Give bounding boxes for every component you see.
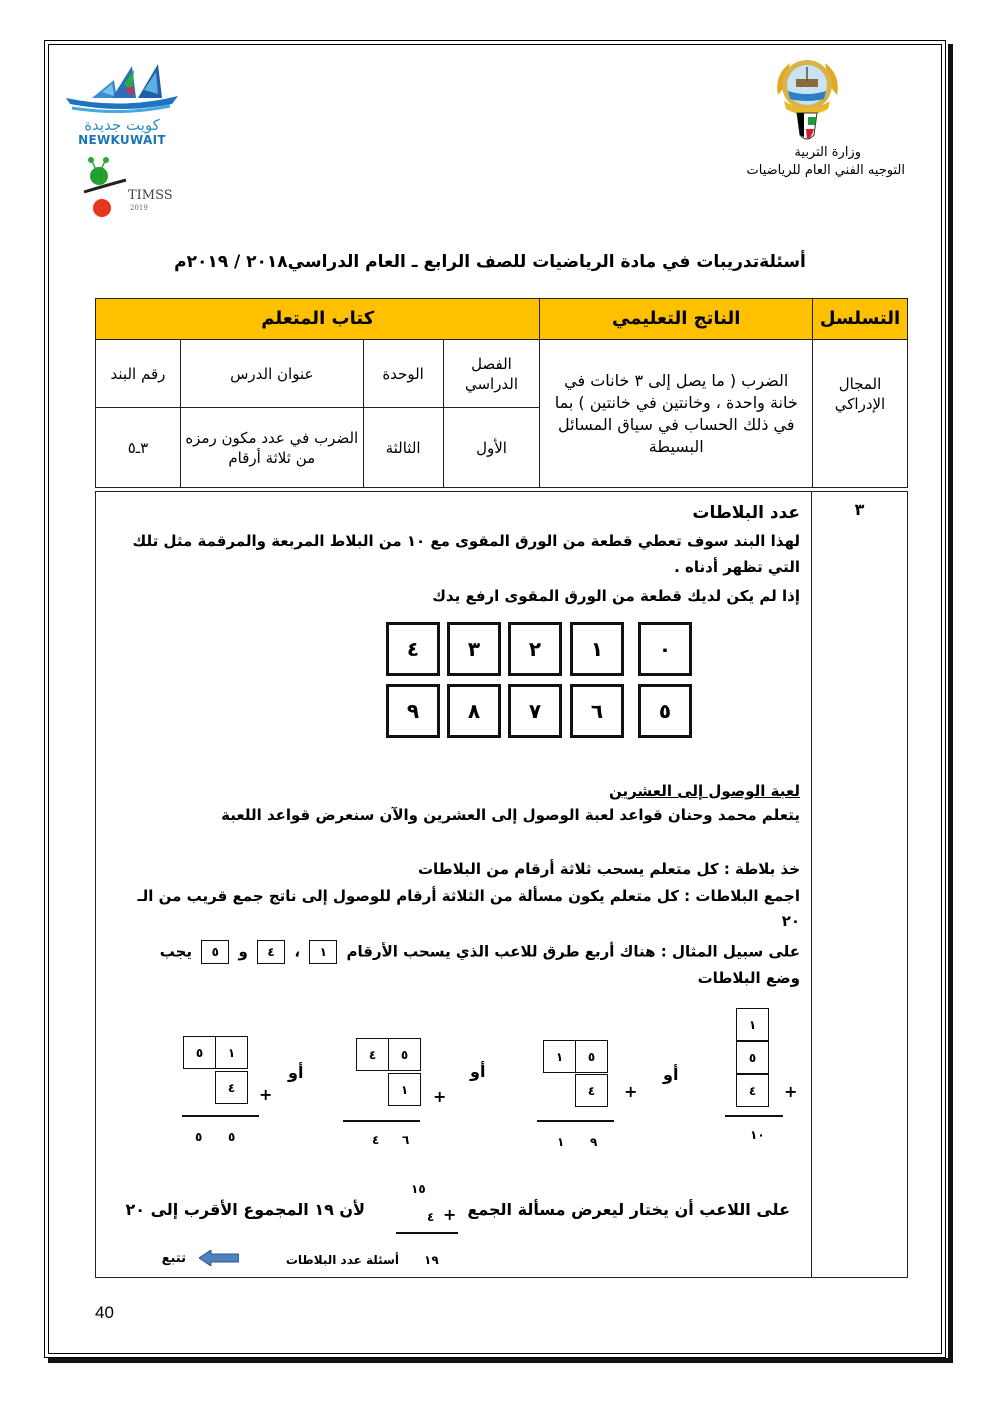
- or-label: أو: [663, 1065, 679, 1084]
- example-text: يجب: [159, 942, 193, 961]
- or-label: أو: [470, 1062, 486, 1081]
- tile-cell: ١: [388, 1073, 421, 1106]
- domain-value: المجال الإدراكي: [834, 375, 886, 413]
- sum-digit: ٤: [372, 1133, 380, 1147]
- header-sequence: التسلسل: [813, 299, 908, 340]
- lesson-info-table: [95, 298, 908, 488]
- tile-cell: ٥: [736, 1041, 769, 1074]
- unit-header: الوحدة: [363, 340, 443, 408]
- number-tile: ٩: [386, 684, 440, 738]
- page-shadow: [48, 1358, 953, 1363]
- sum-digit: ١: [557, 1135, 565, 1149]
- tile-cell: ٤: [215, 1071, 248, 1104]
- header-student-book: كتاب المتعلم: [96, 299, 540, 340]
- tile-cell: ١: [215, 1036, 248, 1069]
- sum-digit: ٦: [402, 1133, 410, 1147]
- rule-add-tiles-end: ٢٠: [781, 912, 800, 930]
- number-tile: ٣: [447, 622, 501, 676]
- and-word: و: [238, 942, 248, 961]
- page-shadow: [948, 44, 953, 1362]
- header-learning-outcome: الناتج التعليمي: [540, 299, 813, 340]
- conclusion-text: على اللاعب أن يختار ليعرض مسألة الجمع: [467, 1200, 790, 1219]
- number-tile: ٢: [508, 622, 562, 676]
- sum-line: [725, 1115, 783, 1117]
- newkuwait-english-text: NEWKUWAIT: [78, 133, 166, 147]
- ministry-name: وزارة التربية: [794, 145, 861, 160]
- conclusion-text: لأن ١٩ المجموع الأقرب إلى ٢٠: [125, 1200, 365, 1219]
- rule-add-tiles: اجمع البلاطات : كل متعلم يكون مسألة من الثلاثة أرقام للوصول إلى ناتج جمع قريب من الـ: [137, 887, 800, 905]
- outcome-cell: [540, 340, 813, 488]
- plus-sign: +: [624, 1082, 638, 1101]
- plus-sign: +: [433, 1087, 447, 1106]
- number-tile: ١: [570, 622, 624, 676]
- section-title: عدد البلاطات: [692, 503, 800, 523]
- tile-cell: ٥: [575, 1040, 608, 1073]
- conclusion-addend: ١٥: [411, 1182, 426, 1196]
- example-text: على سبيل المثال : هناك أربع طرق للاعب الذي يسحب الأرقام: [346, 942, 800, 961]
- conclusion-addend: ٤: [427, 1210, 435, 1224]
- rule-take-tile: خذ بلاطة : كل متعلم يسحب ثلاثة أرقام من البلاطات: [417, 860, 800, 878]
- tile-cell: ٥: [388, 1038, 421, 1071]
- tile-cell: ٤: [736, 1074, 769, 1107]
- tile-cell: ٤: [356, 1038, 389, 1071]
- ministry-header: [645, 144, 905, 180]
- item-number-header: رقم البند: [96, 340, 181, 408]
- semester-header: الفصل الدراسي: [443, 340, 540, 408]
- sum-result: ١٠: [750, 1128, 765, 1142]
- digit-box: ٥: [201, 940, 229, 964]
- example-text: وضع البلاطات: [697, 969, 800, 987]
- game-intro: يتعلم محمد وحنان قواعد لعبة الوصول إلى العشرين والآن سنعرض قواعد اللعبة: [221, 806, 800, 824]
- sum-line: [396, 1232, 458, 1234]
- plus-sign: +: [443, 1205, 457, 1224]
- number-tile: ٤: [386, 622, 440, 676]
- timss-label: TIMSS: [128, 188, 173, 203]
- unit-value: الثالثة: [363, 408, 443, 488]
- number-tile: ٥: [638, 684, 692, 738]
- page-number: 40: [95, 1303, 114, 1322]
- timss-logo: [80, 152, 180, 222]
- game-title: لعبة الوصول إلى العشرين: [609, 782, 800, 800]
- sum-line: [343, 1120, 420, 1122]
- lesson-title-header: عنوان الدرس: [180, 340, 363, 408]
- kuwait-emblem-icon: [770, 55, 845, 145]
- sum-line: [537, 1120, 614, 1122]
- timss-mascot-icon: [80, 152, 128, 222]
- number-tile: ٠: [638, 622, 692, 676]
- digit-box: ٤: [257, 940, 285, 964]
- timss-year: 2019: [130, 204, 148, 212]
- semester-value: الأول: [443, 408, 540, 488]
- sum-digit: ٩: [590, 1135, 598, 1149]
- digit-box: ١: [309, 940, 337, 964]
- tile-cell: ١: [543, 1040, 576, 1073]
- newkuwait-logo: [62, 60, 180, 150]
- domain-cell: [813, 340, 908, 488]
- lesson-title-value: الضرب في عدد مكون رمزه من ثلاثة أرقام: [180, 408, 363, 488]
- conclusion-result: ١٩: [424, 1253, 439, 1267]
- sum-line: [182, 1115, 259, 1117]
- number-tile: ٨: [447, 684, 501, 738]
- arrow-left-icon: [199, 1250, 239, 1266]
- newkuwait-arabic-text: كويت جديدة: [84, 116, 160, 134]
- page-title: أسئلةتدريبات في مادة الرياضيات للصف الرابع ـ العام الدراسي٢٠١٨ / ٢٠١٩م: [174, 252, 806, 272]
- tile-cell: ١: [736, 1008, 769, 1041]
- continue-label: أسئلة عدد البلاطات: [285, 1253, 399, 1267]
- continue-word: تتبع: [161, 1251, 186, 1266]
- kuwait-emblem: [770, 55, 845, 145]
- sequence-number: ٣: [854, 500, 865, 519]
- intro-text: إذا لم يكن لديك قطعة من الورق المقوى ارفع يدك: [432, 587, 800, 605]
- sailboat-icon: [62, 60, 180, 116]
- plus-sign: +: [259, 1085, 273, 1104]
- sequence-column: [811, 492, 907, 1277]
- plus-sign: +: [784, 1082, 798, 1101]
- intro-text: التي تظهر أدناه .: [674, 558, 800, 576]
- outcome-value: الضرب ( ما يصل إلى ٣ خانات في خانة واحدة ، وخانتين في خانتين ) بما في ذلك الحساب في سياق المسائل البسيطة: [554, 370, 798, 456]
- number-tile: ٦: [570, 684, 624, 738]
- sum-digit: ٥: [195, 1130, 203, 1144]
- sum-digit: ٥: [228, 1130, 236, 1144]
- intro-text: لهذا البند سوف تعطي قطعة من الورق المقوى مع ١٠ من البلاط المربعة والمرقمة مثل تلك: [132, 532, 800, 550]
- tile-cell: ٥: [183, 1036, 216, 1069]
- number-tile: ٧: [508, 684, 562, 738]
- separator: ،: [294, 942, 301, 961]
- or-label: أو: [288, 1063, 304, 1082]
- tile-cell: ٤: [575, 1074, 608, 1107]
- example-line: [100, 940, 800, 964]
- item-number-value: ٣ـ٥: [96, 408, 181, 488]
- department-name: التوجيه الفني العام للرياضيات: [746, 163, 905, 178]
